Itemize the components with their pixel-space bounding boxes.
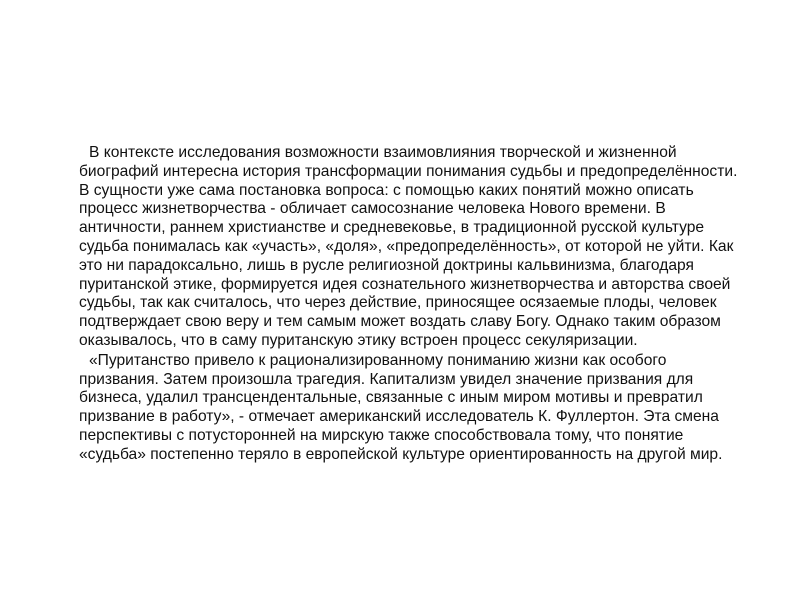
paragraph-2: «Пуританство привело к рационализированному пониманию жизни как особого призвания. Затем произошла трагедия. Капитализм увидел значение призвания для бизнеса, удалил трансцендентальные, связанные с иным миром мотивы и превратил призвание в работу», - отмечает американский исследователь К. Фуллертон. Эта смена перспективы с потусторонней на мирскую также способствовала тому, что понятие «судьба» постепенно теряло в европейской культуре ориентированность на другой мир. bbox=[79, 351, 723, 463]
body-text bbox=[79, 144, 747, 465]
paragraph-1: В контексте исследования возможности взаимовлияния творческой и жизненной биографий интересна история трансформации понимания судьбы и предопределённости. В сущности уже сама постановка вопроса: с помощью каких понятий можно описать процесс жизнетворчества - обличает самосознание человека Нового времени. В античности, раннем христианстве и средневековье, в традиционной русской культуре судьба понималась как «участь», «доля», «предопределённость», от которой не уйти. Как это ни парадоксально, лишь в русле религиозной доктрины кальвинизма, благодаря пуританской этике, формируется идея сознательного жизнетворчества и авторства своей судьбы, так как считалось, что через действие, приносящее осязаемые плоды, человек подтверждает свою веру и тем самым может воздать славу Богу. Однако таким образом оказывалось, что в саму пуританскую этику встроен процесс секуляризации. bbox=[79, 144, 738, 349]
